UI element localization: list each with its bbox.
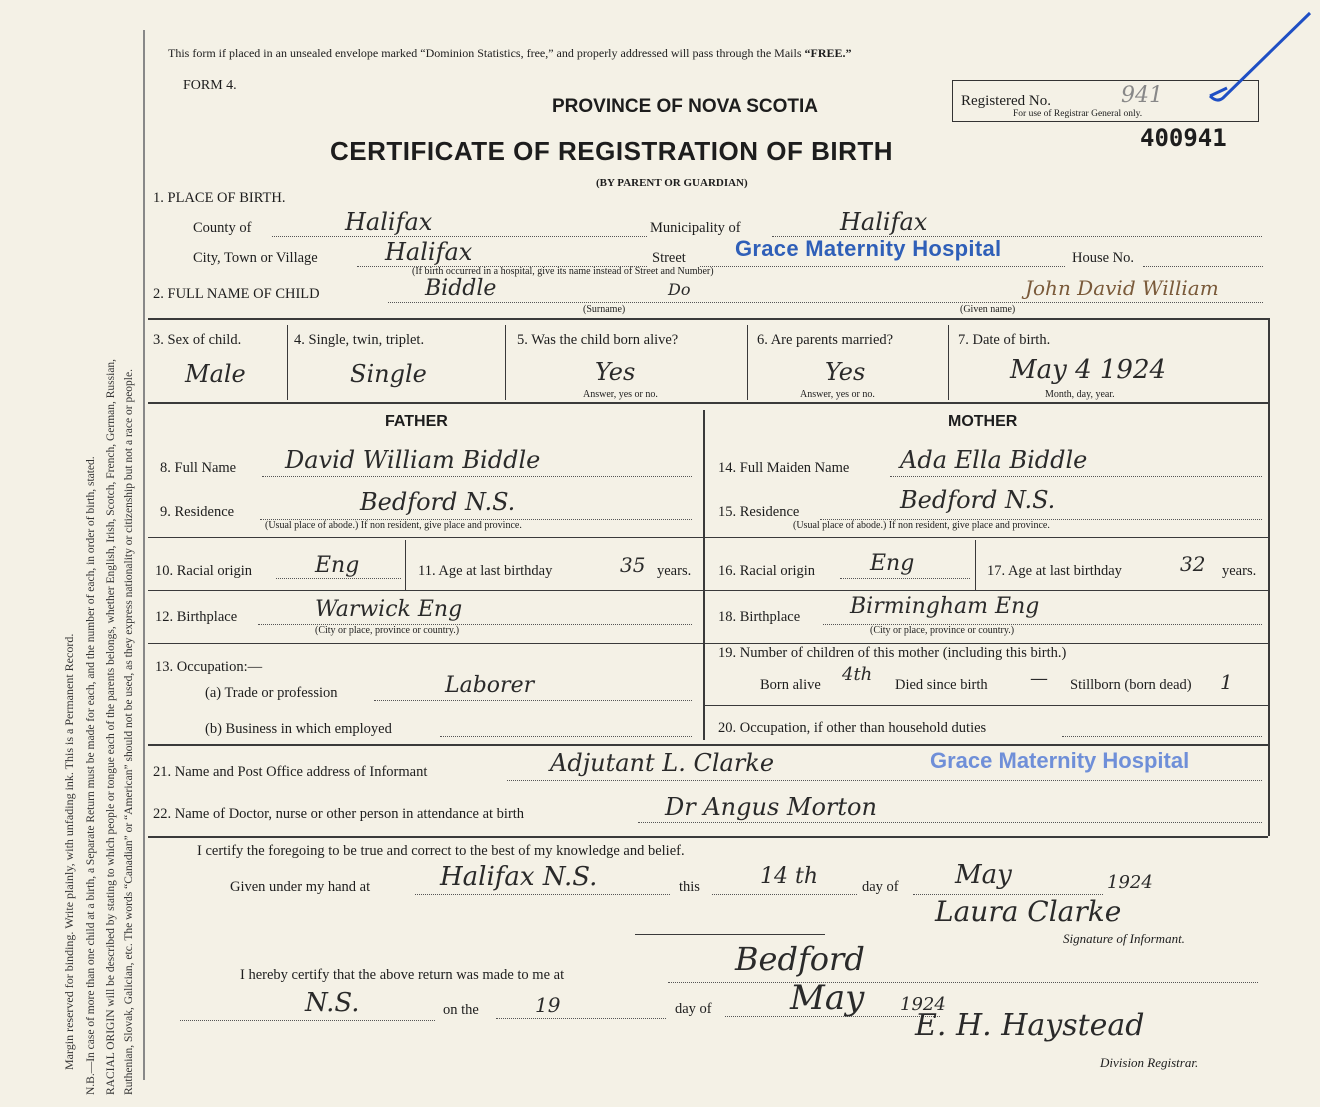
mother-name: Ada Ella Biddle xyxy=(900,446,1088,474)
informant-signature-label: Signature of Informant. xyxy=(1063,931,1185,946)
given-year: 1924 xyxy=(1107,872,1153,893)
doctor-label: 22. Name of Doctor, nurse or other person in attendance at birth xyxy=(153,806,525,822)
born-alive-value: 4th xyxy=(842,664,873,685)
father-trade: Laborer xyxy=(445,673,535,698)
died-value: — xyxy=(1030,668,1048,689)
col-sep-3 xyxy=(747,325,748,400)
married-note: Answer, yes or no. xyxy=(800,389,875,400)
born-alive-label: Born alive xyxy=(760,677,821,693)
father-birthplace-note: (City or place, province or country.) xyxy=(315,625,460,636)
postal-notice xyxy=(168,46,852,61)
father-name-label: 8. Full Name xyxy=(160,460,237,476)
street-stamp: Grace Maternity Hospital xyxy=(735,236,1002,261)
father-row-line-1 xyxy=(148,537,703,538)
certify-text: I certify the foregoing to be true and correct to the best of my knowledge and belief. xyxy=(197,843,685,859)
mother-race-sep xyxy=(975,540,976,590)
given-place: Halifax N.S. xyxy=(440,862,598,892)
registrar-place-2: N.S. xyxy=(305,988,360,1018)
street-label: Street xyxy=(652,250,686,266)
given-day-line xyxy=(712,894,857,895)
sidebar-note-1: Margin reserved for binding. Write plainly, with unfading ink. This is a Permanent Record. xyxy=(62,633,76,1070)
registrar-day-line xyxy=(496,1018,666,1019)
registrar-place-1: Bedford xyxy=(735,940,865,978)
given-place-line xyxy=(415,894,670,895)
mother-occupation-label: 20. Occupation, if other than household duties xyxy=(718,720,987,736)
informant-value: Adjutant L. Clarke xyxy=(550,749,775,777)
place-heading: 1. PLACE OF BIRTH. xyxy=(153,190,286,206)
sex-value: Male xyxy=(185,360,246,388)
mother-birthplace-label: 18. Birthplace xyxy=(718,609,801,625)
mother-residence: Bedford N.S. xyxy=(900,486,1056,514)
child-name-line xyxy=(388,302,1263,303)
form-number: FORM 4. xyxy=(183,78,237,93)
father-occupation-label: 13. Occupation:— xyxy=(155,659,263,675)
child-name-label: 2. FULL NAME OF CHILD xyxy=(153,286,320,302)
father-birthplace-label: 12. Birthplace xyxy=(155,609,238,625)
municipality-label: Municipality of xyxy=(650,220,741,236)
doctor-value: Dr Angus Morton xyxy=(665,793,877,821)
mother-row-line-1 xyxy=(705,537,1268,538)
house-line xyxy=(1143,266,1263,267)
died-label: Died since birth xyxy=(895,677,988,693)
mother-years: years. xyxy=(1222,563,1257,579)
informant-stamp: Grace Maternity Hospital xyxy=(930,748,1190,773)
plurality-label: 4. Single, twin, triplet. xyxy=(294,332,425,348)
house-label: House No. xyxy=(1072,250,1135,266)
mother-name-label: 14. Full Maiden Name xyxy=(718,460,850,476)
frame-line-3 xyxy=(148,744,1268,746)
informant-label: 21. Name and Post Office address of Informant xyxy=(153,764,428,780)
given-day-of-label: day of xyxy=(862,879,899,895)
registrar-day: 19 xyxy=(535,993,561,1017)
surname-note: (Surname) xyxy=(583,304,626,315)
father-business-label: (b) Business in which employed xyxy=(205,721,392,737)
child-do: Do xyxy=(668,280,691,299)
father-name-line xyxy=(262,476,692,477)
doctor-line xyxy=(638,822,1262,823)
mother-birthplace: Birmingham Eng xyxy=(850,594,1040,619)
father-age: 35 xyxy=(620,553,646,577)
col-sep-4 xyxy=(948,325,949,400)
cert-rule xyxy=(635,934,825,935)
father-business-line xyxy=(440,736,692,737)
married-value: Yes xyxy=(825,358,866,386)
hospital-note: (If birth occurred in a hospital, give its name instead of Street and Number) xyxy=(412,266,714,277)
county-value: Halifax xyxy=(345,208,433,236)
father-name: David William Biddle xyxy=(285,446,541,474)
registration-number: 400941 xyxy=(1140,124,1227,152)
registrar-on-label: on the xyxy=(443,1002,479,1018)
mother-age: 32 xyxy=(1180,552,1206,576)
registrar-text: I hereby certify that the above return was made to me at xyxy=(240,967,565,983)
street-line xyxy=(700,266,1065,267)
dob-label: 7. Date of birth. xyxy=(958,332,1051,348)
frame-right xyxy=(1268,318,1270,836)
registrar-place-line xyxy=(668,982,1258,983)
binding-margin xyxy=(0,0,150,1107)
father-race-line xyxy=(276,578,401,579)
mother-race-label: 16. Racial origin xyxy=(718,563,816,579)
sidebar-note-3: RACIAL ORIGIN will be described by stating to which people or tongue each of the parents belongs, whether English, Irish, Scotch, French, German, Russian, xyxy=(105,358,117,1095)
given-note: (Given name) xyxy=(960,304,1016,315)
city-label: City, Town or Village xyxy=(193,250,318,266)
certificate-title: CERTIFICATE OF REGISTRATION OF BIRTH xyxy=(330,136,894,166)
father-row-line-3 xyxy=(148,643,703,644)
mother-abode-note: (Usual place of abode.) If non resident, give place and province. xyxy=(793,520,1050,531)
registrar-signature: E. H. Haystead xyxy=(915,1008,1145,1043)
child-surname: Biddle xyxy=(425,276,497,301)
municipality-value: Halifax xyxy=(840,208,928,236)
frame-line-top xyxy=(148,318,1268,320)
registrar-year: 1924 xyxy=(900,994,946,1015)
postal-notice-text: This form if placed in an unsealed envelope marked “Dominion Statistics, free,” and properly addressed will pass through the Mails xyxy=(168,46,802,60)
father-row-line-2 xyxy=(148,590,703,591)
col-sep-parents xyxy=(703,410,705,740)
child-given-name: John David William xyxy=(1025,276,1219,300)
mother-residence-label: 15. Residence xyxy=(718,504,800,520)
mother-race: Eng xyxy=(870,551,915,576)
mother-race-line xyxy=(840,578,970,579)
father-trade-line xyxy=(374,700,692,701)
registrar-month: May xyxy=(790,978,865,1018)
father-heading: FATHER xyxy=(385,413,448,430)
city-value: Halifax xyxy=(385,238,473,266)
province-heading: PROVINCE OF NOVA SCOTIA xyxy=(552,96,819,117)
father-age-label: 11. Age at last birthday xyxy=(418,563,553,579)
registrar-day-of-label: day of xyxy=(675,1001,712,1017)
father-residence-label: 9. Residence xyxy=(160,504,235,520)
father-birthplace: Warwick Eng xyxy=(315,597,463,622)
stillborn-value: 1 xyxy=(1220,670,1233,694)
mother-age-label: 17. Age at last birthday xyxy=(987,563,1122,579)
this-label: this xyxy=(679,879,700,895)
registrar-signature-label: Division Registrar. xyxy=(1100,1055,1199,1070)
sidebar-note-2: N.B.—In case of more than one child at a birth, a Separate Return must be made for each, and the number of each, in order of birth, stated. xyxy=(85,456,97,1095)
mother-heading: MOTHER xyxy=(948,413,1018,430)
given-month: May xyxy=(955,860,1012,890)
dob-note: Month, day, year. xyxy=(1045,389,1115,400)
col-sep-1 xyxy=(287,325,288,400)
mother-row-line-3 xyxy=(705,643,1268,644)
county-label: County of xyxy=(193,220,252,236)
alive-value: Yes xyxy=(595,358,636,386)
father-abode-note: (Usual place of abode.) If non resident, give place and province. xyxy=(265,520,522,531)
mother-children-label: 19. Number of children of this mother (including this birth.) xyxy=(718,645,1067,661)
father-years: years. xyxy=(657,563,692,579)
postal-notice-free: “FREE.” xyxy=(804,46,852,60)
alive-note: Answer, yes or no. xyxy=(583,389,658,400)
given-day: 14 th xyxy=(760,864,818,889)
frame-line-4 xyxy=(148,836,1268,838)
county-line xyxy=(272,236,647,237)
dob-value: May 4 1924 xyxy=(1010,355,1167,385)
stillborn-label: Stillborn (born dead) xyxy=(1070,677,1192,693)
frame-line-2 xyxy=(148,402,1268,404)
given-under-label: Given under my hand at xyxy=(230,879,371,895)
margin-rule xyxy=(143,30,145,1080)
mother-name-line xyxy=(890,476,1262,477)
certificate-subtitle: (BY PARENT OR GUARDIAN) xyxy=(596,177,748,189)
registered-label: Registered No. xyxy=(961,93,1051,109)
informant-line xyxy=(507,780,1262,781)
registrar-note: For use of Registrar General only. xyxy=(1013,109,1143,119)
father-race: Eng xyxy=(315,553,360,578)
check-mark-icon xyxy=(1205,8,1315,108)
mother-row-line-2 xyxy=(705,590,1268,591)
sex-label: 3. Sex of child. xyxy=(153,332,242,348)
plurality-value: Single xyxy=(350,360,427,388)
father-race-label: 10. Racial origin xyxy=(155,563,253,579)
father-race-sep xyxy=(405,540,406,590)
mother-row-line-4 xyxy=(705,705,1268,706)
col-sep-2 xyxy=(505,325,506,400)
married-label: 6. Are parents married? xyxy=(757,332,894,348)
registrar-place2-line xyxy=(180,1020,435,1021)
father-residence: Bedford N.S. xyxy=(360,488,516,516)
mother-occupation-line xyxy=(1062,736,1262,737)
sidebar-note-4: Ruthenian, Slovak, Galician, etc. The words “Canadian” or “American” should not be used, as they express nationality or citizenship but not a race or people. xyxy=(123,369,135,1095)
father-trade-label: (a) Trade or profession xyxy=(205,685,338,701)
mother-birthplace-note: (City or place, province or country.) xyxy=(870,625,1015,636)
alive-label: 5. Was the child born alive? xyxy=(517,332,679,348)
registered-value: 941 xyxy=(1121,83,1163,108)
informant-signature: Laura Clarke xyxy=(935,895,1122,928)
